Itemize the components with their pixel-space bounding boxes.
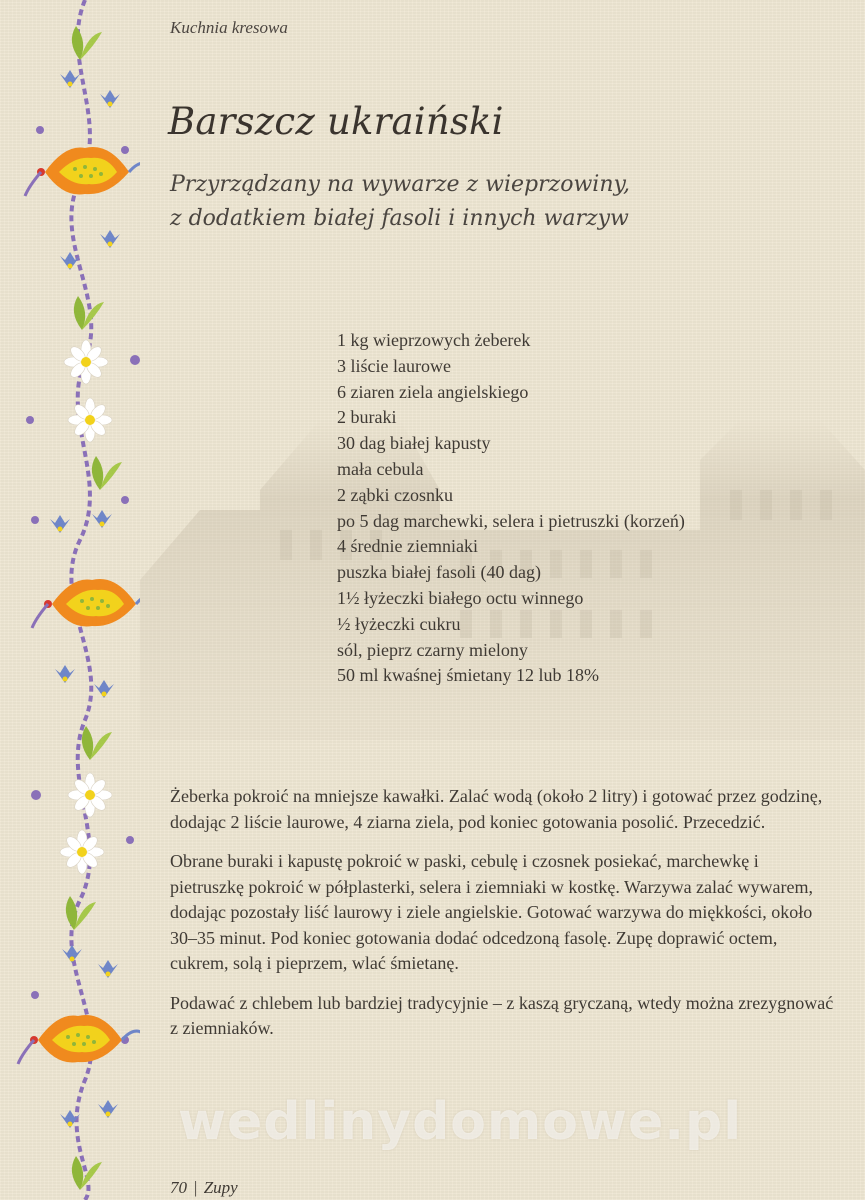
recipe-subtitle (170, 168, 810, 236)
ingredient-list (337, 328, 685, 689)
recipe-title: Barszcz ukraiński (168, 100, 504, 143)
ingredient-item: puszka białej fasoli (40 dag) (337, 562, 541, 583)
ingredient-item: 2 ząbki czosnku (337, 484, 453, 505)
ingredient-item: ½ łyżeczki cukru (337, 613, 461, 634)
footer-separator: | (193, 1178, 198, 1197)
page-footer (170, 1178, 238, 1198)
step-paragraph-1: Żeberka pokroić na mniejsze kawałki. Zalać wodą (około 2 litry) i gotować przez godzinę, dodając 2 liście laurowe, 4 ziarna ziela, pod koniec gotowania posolić. Przecedzić. (170, 786, 823, 832)
ingredient-item: mała cebula (337, 458, 424, 479)
step-paragraph-3: Podawać z chlebem lub bardziej tradycyjnie – z kaszą gryczaną, wtedy można zrezygnować z ziemniaków. (170, 992, 834, 1038)
ingredient-item: 1 kg wieprzowych żeberek (337, 330, 531, 350)
preparation-steps (170, 784, 835, 1056)
chapter-name: Zupy (203, 1178, 238, 1197)
section-label: Kuchnia kresowa (170, 18, 288, 37)
ingredient-item: 50 ml kwaśnej śmietany 12 lub 18% (337, 665, 599, 686)
ingredient-item: 3 liście laurowe (337, 355, 451, 376)
ingredient-item: po 5 dag marchewki, selera i pietruszki (korzeń) (337, 510, 685, 531)
folk-floral-border (0, 0, 140, 1200)
step-paragraph-2: Obrane buraki i kapustę pokroić w paski, cebulę i czosnek posiekać, marchewkę i pietruszkę pokroić w półplasterki, selera i ziemniaki w kostkę. Warzywa zalać wywarem, dodając pozostały liść laurowy i ziele angielskie. Gotować warzywa do miękkości, około 30–35 minut. Pod koniec gotowania dodać odcedzoną fasolę. Zupę doprawić octem, cukrem, solą i pieprzem, wlać śmietanę. (170, 851, 813, 973)
subtitle-line-2: z dodatkiem białej fasoli i innych warzyw (170, 206, 629, 231)
page-number: 70 (170, 1178, 187, 1197)
ingredient-item: 4 średnie ziemniaki (337, 536, 478, 557)
ingredient-item: 30 dag białej kapusty (337, 433, 491, 454)
ingredient-item: 2 buraki (337, 407, 397, 428)
ingredient-item: sól, pieprz czarny mielony (337, 639, 528, 660)
ingredient-item: 6 ziaren ziela angielskiego (337, 381, 529, 402)
ingredient-item: 1½ łyżeczki białego octu winnego (337, 587, 584, 608)
subtitle-line-1: Przyrządzany na wywarze z wieprzowiny, (170, 172, 630, 197)
site-watermark: wedlinydomowe.pl (177, 1092, 743, 1152)
